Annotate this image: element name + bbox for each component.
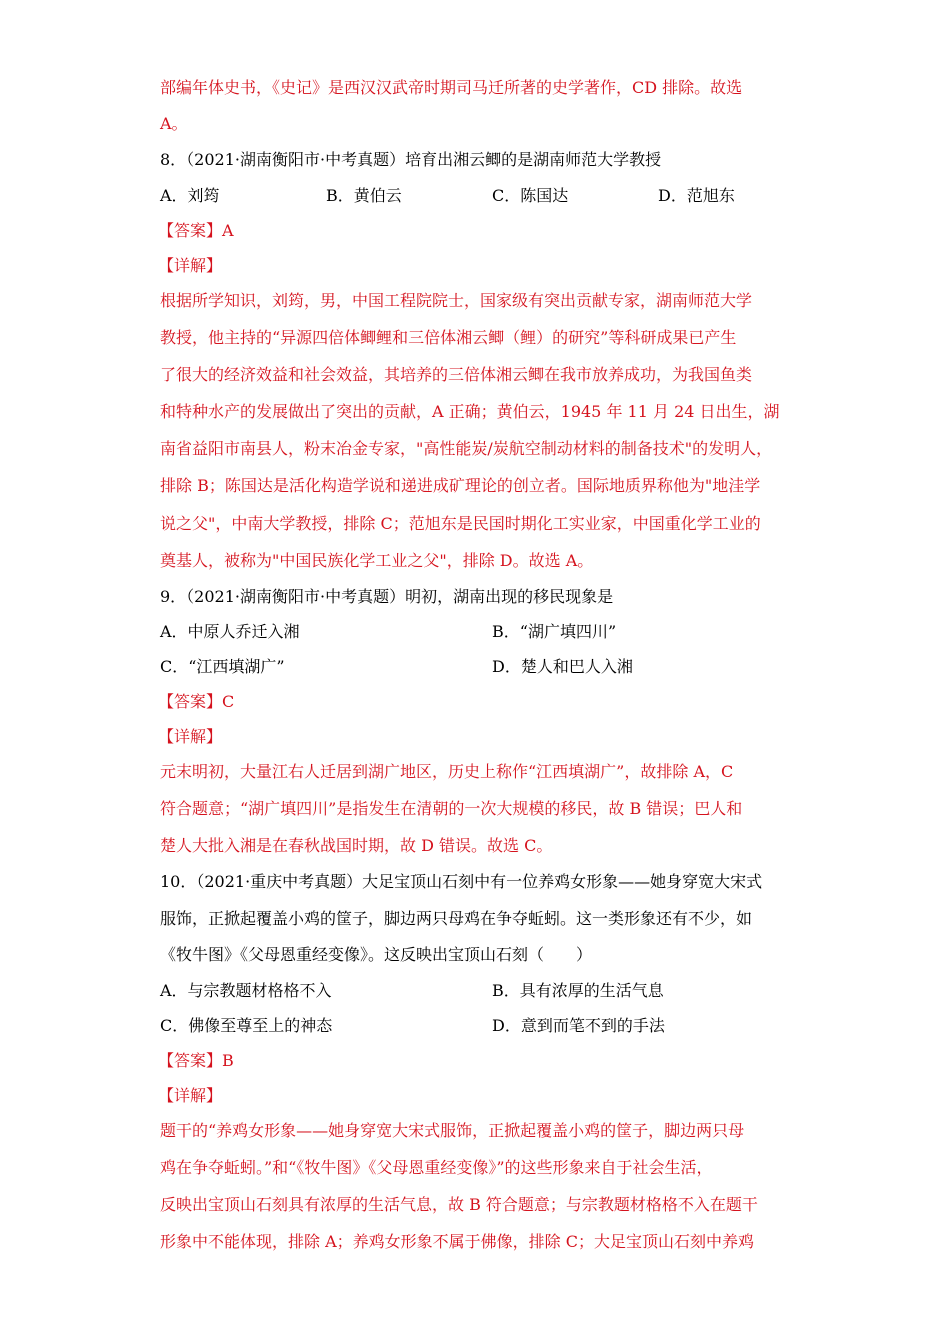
question-10-stem: 10．（2021·重庆中考真题）大足宝顶山石刻中有一位养鸡女形象——她身穿宽大宋式 <box>160 872 763 891</box>
question-10-option-b: B．具有浓厚的生活气息 <box>492 981 664 1000</box>
question-8-explanation-line: 教授，他主持的“异源四倍体鲫鲤和三倍体湘云鲫（鲤）的研究”等科研成果已产生 <box>160 328 737 347</box>
question-10-explanation-line: 形象中不能体现，排除 A；养鸡女形象不属于佛像，排除 C；大足宝顶山石刻中养鸡 <box>160 1232 754 1251</box>
question-8-detail-label: 【详解】 <box>158 256 223 275</box>
question-10-explanation-line: 反映出宝顶山石刻具有浓厚的生活气息，故 B 符合题意；与宗教题材格格不入在题干 <box>160 1195 758 1214</box>
intro-line: 部编年体史书，《史记》是西汉汉武帝时期司马迁所著的史学著作，CD 排除。故选 <box>160 78 743 97</box>
question-9-option-a: A．中原人乔迁入湘 <box>160 622 300 641</box>
question-9-answer: 【答案】C <box>158 692 235 711</box>
question-10-stem: 《牧牛图》《父母恩重经变像》。这反映出宝顶山石刻（ ） <box>160 945 593 964</box>
question-8-answer: 【答案】A <box>158 221 234 240</box>
question-9-stem: 9．（2021·湖南衡阳市·中考真题）明初，湖南出现的移民现象是 <box>160 587 614 606</box>
intro-line: A。 <box>160 114 188 133</box>
question-9-option-c: C．“江西填湖广” <box>160 657 285 676</box>
question-8-explanation-line: 和特种水产的发展做出了突出的贡献，A 正确；黄伯云，1945 年 11 月 24 日出生，湖 <box>160 402 780 421</box>
question-10-stem: 服饰，正掀起覆盖小鸡的筐子，脚边两只母鸡在争夺蚯蚓。这一类形象还有不少，如 <box>160 909 753 928</box>
question-10-explanation-line: 鸡在争夺蚯蚓。”和“《牧牛图》《父母恩重经变像》”的这些形象来自于社会生活， <box>160 1158 713 1177</box>
question-10-option-c: C．佛像至尊至上的神态 <box>160 1016 333 1035</box>
question-9-explanation-line: 楚人大批入湘是在春秋战国时期，故 D 错误。故选 C。 <box>160 836 553 855</box>
question-8-explanation-line: 奠基人，被称为"中国民族化学工业之父"，排除 D。故选 A。 <box>160 551 594 570</box>
question-10-option-d: D．意到而笔不到的手法 <box>492 1016 665 1035</box>
question-9-option-b: B．“湖广填四川” <box>492 622 617 641</box>
question-8-explanation-line: 根据所学知识，刘筠，男，中国工程院院士，国家级有突出贡献专家，湖南师范大学 <box>160 291 753 310</box>
question-8-option-b: B．黄伯云 <box>326 186 402 205</box>
question-9-option-d: D．楚人和巴人入湘 <box>492 657 633 676</box>
question-10-detail-label: 【详解】 <box>158 1086 223 1105</box>
question-8-stem: 8．（2021·湖南衡阳市·中考真题）培育出湘云鲫的是湖南师范大学教授 <box>160 150 662 169</box>
question-8-option-a: A．刘筠 <box>160 186 220 205</box>
question-8-explanation-line: 说之父"，中南大学教授，排除 C；范旭东是民国时期化工实业家，中国重化学工业的 <box>160 514 761 533</box>
question-9-explanation-line: 元末明初，大量江右人迁居到湖广地区，历史上称作“江西填湖广”，故排除 A，C <box>160 762 734 781</box>
question-10-explanation-line: 题干的“养鸡女形象——她身穿宽大宋式服饰，正掀起覆盖小鸡的筐子，脚边两只母 <box>160 1121 745 1140</box>
question-9-explanation-line: 符合题意；“湖广填四川”是指发生在清朝的一次大规模的移民，故 B 错误；巴人和 <box>160 799 743 818</box>
question-8-explanation-line: 南省益阳市南县人，粉末冶金专家，"高性能炭/炭航空制动材料的制备技术"的发明人， <box>160 439 773 458</box>
question-8-explanation-line: 了很大的经济效益和社会效益，其培养的三倍体湘云鲫在我市放养成功，为我国鱼类 <box>160 365 753 384</box>
question-10-option-a: A．与宗教题材格格不入 <box>160 981 332 1000</box>
question-9-detail-label: 【详解】 <box>158 727 223 746</box>
question-10-answer: 【答案】B <box>158 1051 234 1070</box>
question-8-explanation-line: 排除 B；陈国达是活化构造学说和递进成矿理论的创立者。国际地质界称他为"地洼学 <box>160 476 761 495</box>
question-8-option-d: D．范旭东 <box>658 186 735 205</box>
question-8-option-c: C．陈国达 <box>492 186 569 205</box>
